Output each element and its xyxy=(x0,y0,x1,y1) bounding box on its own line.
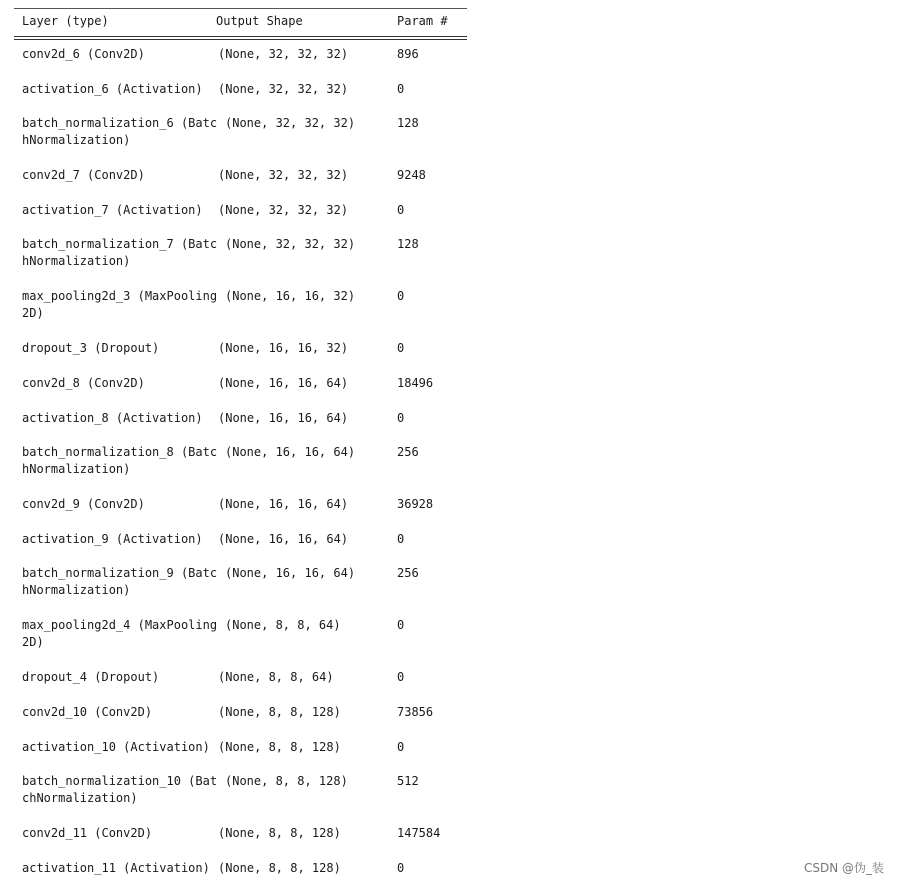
layer-name: batch_normalization_7 (Batc hNormalization) xyxy=(22,237,218,269)
header-param-count: Param # xyxy=(397,14,448,28)
param-count: 9248 xyxy=(397,168,426,183)
param-count: 0 xyxy=(397,531,405,546)
param-count: 36928 xyxy=(397,497,434,512)
table-row xyxy=(14,46,467,81)
model-summary-table xyxy=(14,0,467,875)
layer-name: activation_10 (Activation) xyxy=(22,739,210,754)
layer-name: dropout_3 (Dropout) xyxy=(22,341,160,356)
table-row xyxy=(14,860,467,894)
table-row xyxy=(14,410,467,445)
table-row xyxy=(14,375,467,410)
output-shape: (None, 32, 32, 32) xyxy=(225,237,356,252)
output-shape: (None, 32, 32, 32) xyxy=(218,202,349,217)
output-shape: (None, 16, 16, 64) xyxy=(225,566,356,581)
output-shape: (None, 8, 8, 128) xyxy=(218,860,341,875)
table-row xyxy=(14,340,467,375)
param-count: 73856 xyxy=(397,704,434,719)
param-count: 0 xyxy=(397,618,405,633)
layer-name: activation_8 (Activation) xyxy=(22,410,203,425)
param-count: 0 xyxy=(397,739,405,754)
param-count: 512 xyxy=(397,774,419,789)
param-count: 256 xyxy=(397,445,419,460)
table-row xyxy=(14,115,467,167)
output-shape: (None, 8, 8, 64) xyxy=(218,670,334,685)
table-row xyxy=(14,202,467,237)
table-row xyxy=(14,704,467,739)
output-shape: (None, 16, 16, 32) xyxy=(218,341,349,356)
table-row xyxy=(14,236,467,288)
output-shape: (None, 32, 32, 32) xyxy=(218,81,349,96)
layer-name: batch_normalization_8 (Batc hNormalization) xyxy=(22,445,218,477)
layer-name: conv2d_11 (Conv2D) xyxy=(22,826,153,841)
table-row xyxy=(14,288,467,340)
output-shape: (None, 32, 32, 32) xyxy=(218,47,349,61)
table-row xyxy=(14,167,467,202)
layer-name: conv2d_6 (Conv2D) xyxy=(22,47,145,61)
output-shape: (None, 32, 32, 32) xyxy=(225,116,356,131)
param-count: 0 xyxy=(397,670,405,685)
table-row xyxy=(14,739,467,774)
param-count: 18496 xyxy=(397,375,434,390)
output-shape: (None, 8, 8, 64) xyxy=(225,618,341,633)
param-count: 128 xyxy=(397,237,419,252)
output-shape: (None, 32, 32, 32) xyxy=(218,168,349,183)
table-body xyxy=(14,46,467,894)
param-count: 896 xyxy=(397,47,419,61)
header-output-shape: Output Shape xyxy=(216,14,303,28)
layer-name: conv2d_10 (Conv2D) xyxy=(22,704,153,719)
layer-name: activation_7 (Activation) xyxy=(22,202,203,217)
table-row xyxy=(14,81,467,116)
header-layer-type: Layer (type) xyxy=(22,14,109,28)
table-row xyxy=(14,565,467,617)
output-shape: (None, 8, 8, 128) xyxy=(225,774,348,789)
output-shape: (None, 16, 16, 32) xyxy=(225,289,356,304)
layer-name: batch_normalization_6 (Batc hNormalization) xyxy=(22,116,218,148)
output-shape: (None, 8, 8, 128) xyxy=(218,826,341,841)
table-row xyxy=(14,444,467,496)
table-row xyxy=(14,825,467,860)
output-shape: (None, 8, 8, 128) xyxy=(218,704,341,719)
layer-name: activation_6 (Activation) xyxy=(22,81,203,96)
layer-name: conv2d_7 (Conv2D) xyxy=(22,168,145,183)
param-count: 0 xyxy=(397,341,405,356)
layer-name: batch_normalization_9 (Batc hNormalization) xyxy=(22,566,218,598)
param-count: 128 xyxy=(397,116,419,131)
param-count: 0 xyxy=(397,81,405,96)
layer-name: batch_normalization_10 (Bat chNormalization) xyxy=(22,774,218,806)
layer-name: dropout_4 (Dropout) xyxy=(22,670,160,685)
table-row xyxy=(14,531,467,566)
layer-name: max_pooling2d_3 (MaxPooling 2D) xyxy=(22,289,218,321)
layer-name: activation_11 (Activation) xyxy=(22,860,210,875)
csdn-watermark: CSDN @伪_装 xyxy=(803,861,884,875)
output-shape: (None, 16, 16, 64) xyxy=(218,531,349,546)
layer-name: conv2d_8 (Conv2D) xyxy=(22,375,145,390)
param-count: 0 xyxy=(397,289,405,304)
output-shape: (None, 8, 8, 128) xyxy=(218,739,341,754)
output-shape: (None, 16, 16, 64) xyxy=(218,410,349,425)
table-header xyxy=(14,0,467,37)
output-shape: (None, 16, 16, 64) xyxy=(218,497,349,512)
param-count: 0 xyxy=(397,860,405,875)
param-count: 0 xyxy=(397,410,405,425)
layer-name: max_pooling2d_4 (MaxPooling 2D) xyxy=(22,618,218,650)
output-shape: (None, 16, 16, 64) xyxy=(225,445,356,460)
output-shape: (None, 16, 16, 64) xyxy=(218,375,349,390)
table-row xyxy=(14,669,467,704)
param-count: 147584 xyxy=(397,826,441,841)
layer-name: conv2d_9 (Conv2D) xyxy=(22,497,145,512)
table-row xyxy=(14,617,467,669)
param-count: 256 xyxy=(397,566,419,581)
layer-name: activation_9 (Activation) xyxy=(22,531,203,546)
table-row xyxy=(14,773,467,825)
table-row xyxy=(14,496,467,531)
param-count: 0 xyxy=(397,202,405,217)
